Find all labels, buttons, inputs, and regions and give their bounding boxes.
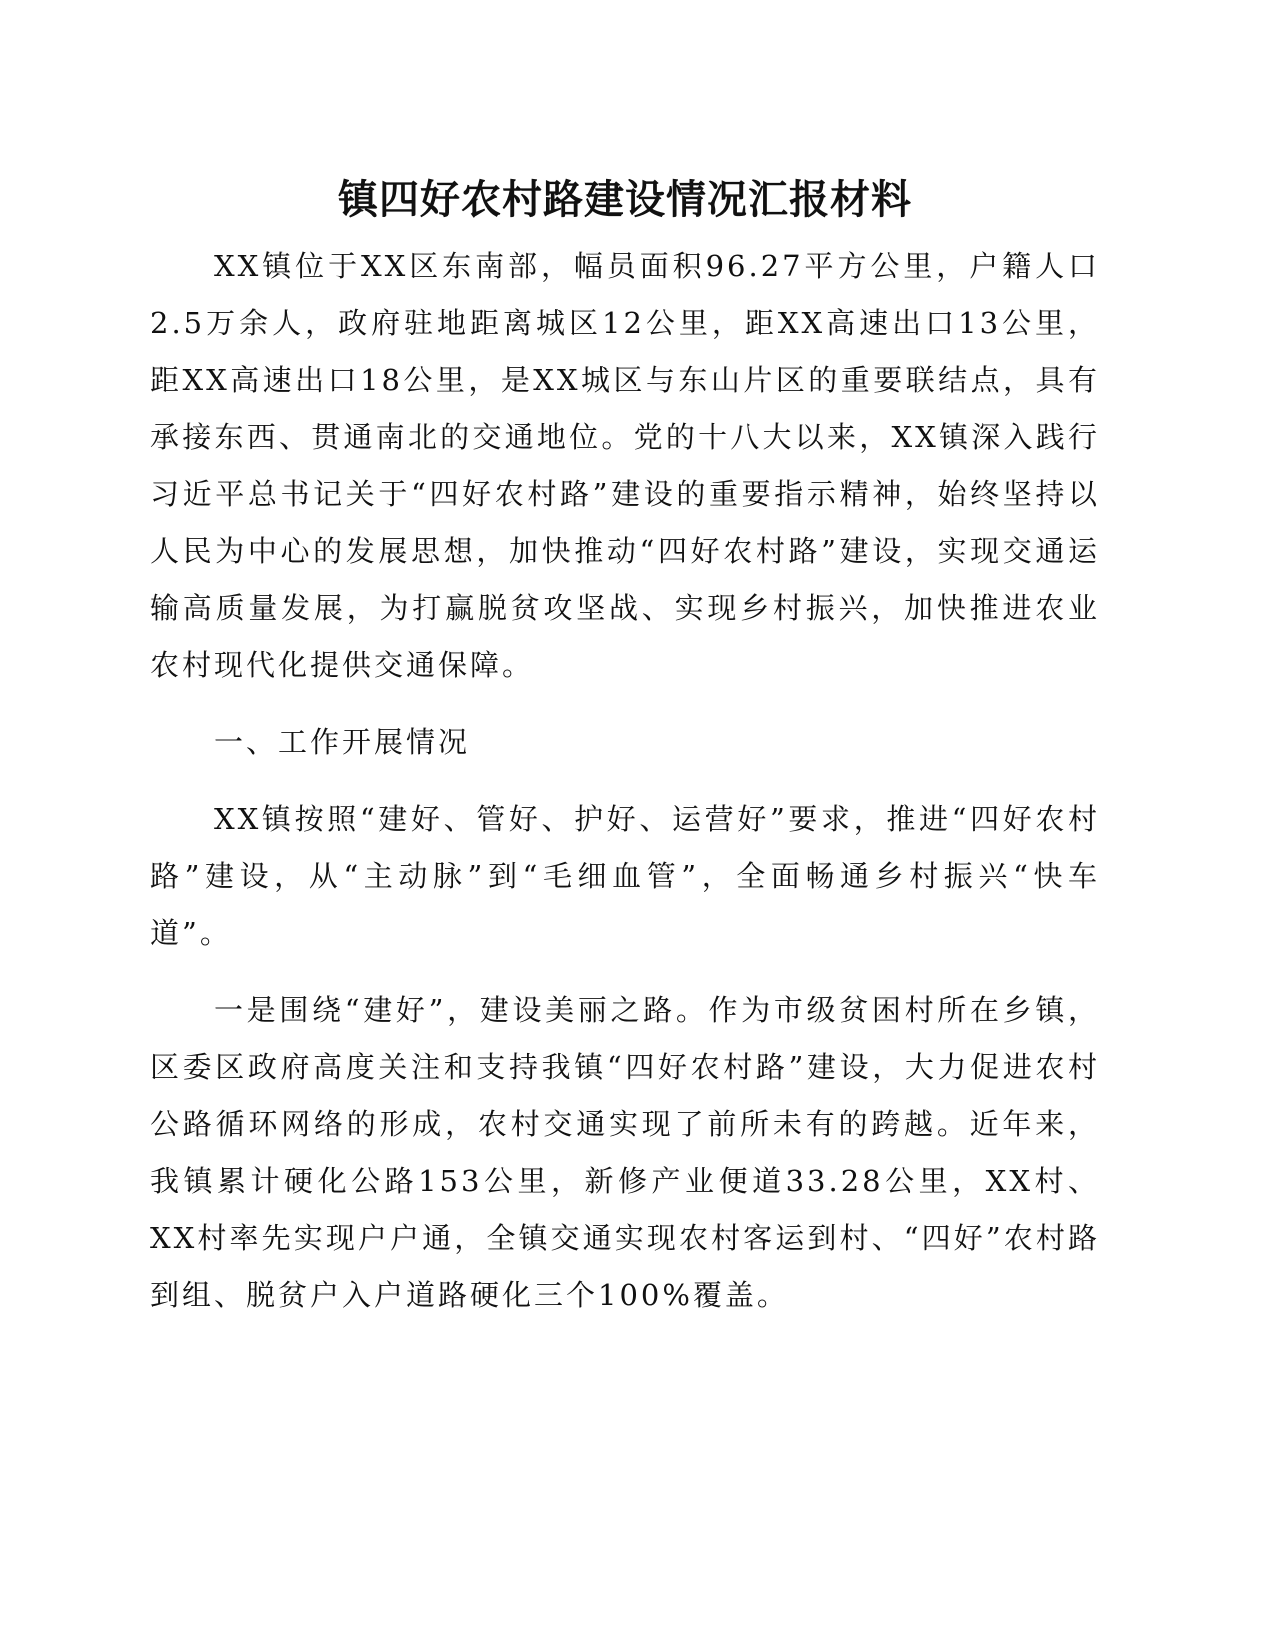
section-heading: 一、工作开展情况: [214, 725, 471, 759]
overview-paragraph: XX镇按照“建好、管好、护好、运营好”要求，推进“四好农村路”建设，从“主动脉”到“毛细血管”，全面畅通乡村振兴“快车道”。: [150, 802, 1100, 950]
document-body: [150, 238, 1100, 1344]
construction-paragraph: 一是围绕“建好”，建设美丽之路。作为市级贫困村所在乡镇，区委区政府高度关注和支持我镇“四好农村路”建设，大力促进农村公路循环网络的形成，农村交通实现了前所未有的跨越。近年来，我镇累计硬化公路153公里，新修产业便道33.28公里，XX村、XX村率先实现户户通，全镇交通实现农村客运到村、“四好”农村路到组、脱贫户入户道路硬化三个100%覆盖。: [150, 993, 1100, 1312]
document-title: 镇四好农村路建设情况汇报材料: [338, 177, 912, 223]
intro-paragraph: XX镇位于XX区东南部，幅员面积96.27平方公里，户籍人口2.5万余人，政府驻地距离城区12公里，距XX高速出口13公里，距XX高速出口18公里，是XX城区与东山片区的重要联结点，具有承接东西、贯通南北的交通地位。党的十八大以来，XX镇深入践行习近平总书记关于“四好农村路”建设的重要指示精神，始终坚持以人民为中心的发展思想，加快推动“四好农村路”建设，实现交通运输高质量发展，为打赢脱贫攻坚战、实现乡村振兴，加快推进农业农村现代化提供交通保障。: [150, 249, 1100, 682]
